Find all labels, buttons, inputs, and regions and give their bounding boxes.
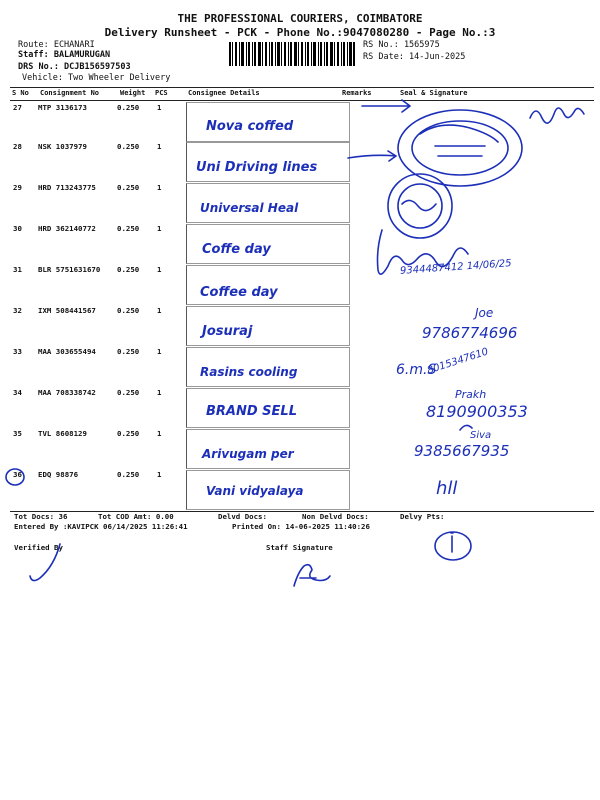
staff-label: Staff: BALAMURUGAN (18, 50, 111, 60)
route-label: Route: ECHANARI (18, 40, 95, 50)
row-sno: 36 (13, 470, 22, 479)
row-pcs: 1 (157, 388, 162, 397)
col-weight: Weight (120, 89, 146, 97)
signature-name: Joe (475, 306, 494, 320)
arrow-mark (348, 151, 396, 161)
row-weight: 0.250 (117, 183, 140, 192)
row-weight: 0.250 (117, 429, 140, 438)
signature-scribble (460, 425, 472, 430)
row-sno: 28 (13, 142, 22, 151)
row-consignee: Arivugam per (202, 447, 294, 461)
row-pcs: 1 (157, 429, 162, 438)
row-weight: 0.250 (117, 224, 140, 233)
row-consignee: Universal Heal (200, 201, 299, 215)
signature-scribble (530, 108, 584, 123)
row-consignment: IXM 508441567 (38, 306, 96, 315)
row-pcs: 1 (157, 142, 162, 151)
row-consignment: HRD 362140772 (38, 224, 96, 233)
entered-by: Entered By :KAVIPCK 06/14/2025 11:26:41 (14, 522, 188, 531)
row-consignee: Nova coffed (206, 119, 294, 134)
barcode (229, 42, 355, 66)
row-consignee: Rasins cooling (200, 365, 298, 379)
col-seal-signature: Seal & Signature (400, 89, 468, 97)
delivered-docs: Delvd Docs: (218, 512, 267, 521)
row-consignee: Vani vidyalaya (206, 484, 304, 498)
drs-number: DRS No.: DCJB156597503 (18, 62, 131, 72)
row-consignment: MTP 3136173 (38, 103, 87, 112)
arrow-mark (362, 100, 410, 112)
row-sno: 32 (13, 306, 22, 315)
signature-number: 8190900353 (426, 402, 528, 421)
signature-ink-layer (340, 96, 600, 516)
row-weight: 0.250 (117, 265, 140, 274)
printed-on: Printed On: 14-06-2025 11:40:26 (232, 522, 370, 531)
row-consignment: BLR 5751631670 (38, 265, 101, 274)
row-weight: 0.250 (117, 306, 140, 315)
col-consignment: Consignment No (40, 89, 100, 97)
signature-name: Siva (470, 430, 492, 441)
row-weight: 0.250 (117, 347, 140, 356)
col-pcs: PCS (155, 89, 168, 97)
row-sno: 29 (13, 183, 22, 192)
col-sno: S No (12, 89, 29, 97)
row-weight: 0.250 (117, 470, 140, 479)
row-sno: 30 (13, 224, 22, 233)
row-consignment: HRD 713243775 (38, 183, 96, 192)
col-remarks: Remarks (342, 89, 372, 97)
signature-number: 9344487412 14/06/25 (399, 258, 512, 277)
row-consignee: Uni Driving lines (196, 160, 318, 175)
row-consignment: TVL 8608129 (38, 429, 87, 438)
row-pcs: 1 (157, 265, 162, 274)
row-sno: 27 (13, 103, 22, 112)
row-pcs: 1 (157, 224, 162, 233)
row-sno: 35 (13, 429, 22, 438)
delivery-points-circle (430, 528, 476, 564)
row-weight: 0.250 (117, 388, 140, 397)
row-weight: 0.250 (117, 142, 140, 151)
staff-signature-label: Staff Signature (266, 543, 333, 552)
row-consignment: MAA 303655494 (38, 347, 96, 356)
row-consignee: Josuraj (202, 324, 253, 339)
row-consignee: BRAND SELL (206, 404, 297, 419)
signature-scribble (378, 230, 469, 274)
row-consignee: Coffe day (202, 242, 271, 257)
row-pcs: 1 (157, 306, 162, 315)
row-sno: 33 (13, 347, 22, 356)
total-cod: Tot COD Amt: 0.00 (98, 512, 174, 521)
signature-name: hll (436, 478, 458, 499)
company-title: THE PROFESSIONAL COURIERS, COIMBATORE (177, 12, 423, 25)
row-consignment: NSK 1037979 (38, 142, 87, 151)
signature-name: Prakh (455, 388, 487, 401)
sno-circle-mark (4, 466, 26, 488)
delivery-points: Delvy Pts: (400, 512, 445, 521)
non-delivered-docs: Non Delvd Docs: (302, 512, 369, 521)
row-pcs: 1 (157, 470, 162, 479)
row-consignment: MAA 708338742 (38, 388, 96, 397)
signature-number: 9385667935 (414, 442, 510, 460)
rs-date: RS Date: 14-Jun-2025 (363, 52, 466, 62)
row-sno: 31 (13, 265, 22, 274)
total-docs: Tot Docs: 36 (14, 512, 68, 521)
staff-signature (288, 560, 334, 590)
row-consignment: EDQ 98876 (38, 470, 79, 479)
row-consignee: Coffee day (200, 285, 278, 300)
signature-number: 8015347610 (425, 346, 490, 377)
row-pcs: 1 (157, 183, 162, 192)
row-weight: 0.250 (117, 103, 140, 112)
row-pcs: 1 (157, 103, 162, 112)
row-sno: 34 (13, 388, 22, 397)
runsheet-subtitle: Delivery Runsheet - PCK - Phone No.:9047080280 - Page No.:3 (104, 26, 496, 39)
security-stamp (388, 174, 452, 238)
verified-signature (20, 540, 80, 585)
row-pcs: 1 (157, 347, 162, 356)
col-consignee: Consignee Details (188, 89, 260, 97)
verified-by-label: Verified By (14, 543, 63, 552)
signature-number: 9786774696 (422, 324, 518, 342)
rs-number: RS No.: 1565975 (363, 40, 440, 50)
signature-name: 6.m.S (396, 362, 437, 378)
vehicle-label: Vehicle: Two Wheeler Delivery (22, 73, 171, 83)
